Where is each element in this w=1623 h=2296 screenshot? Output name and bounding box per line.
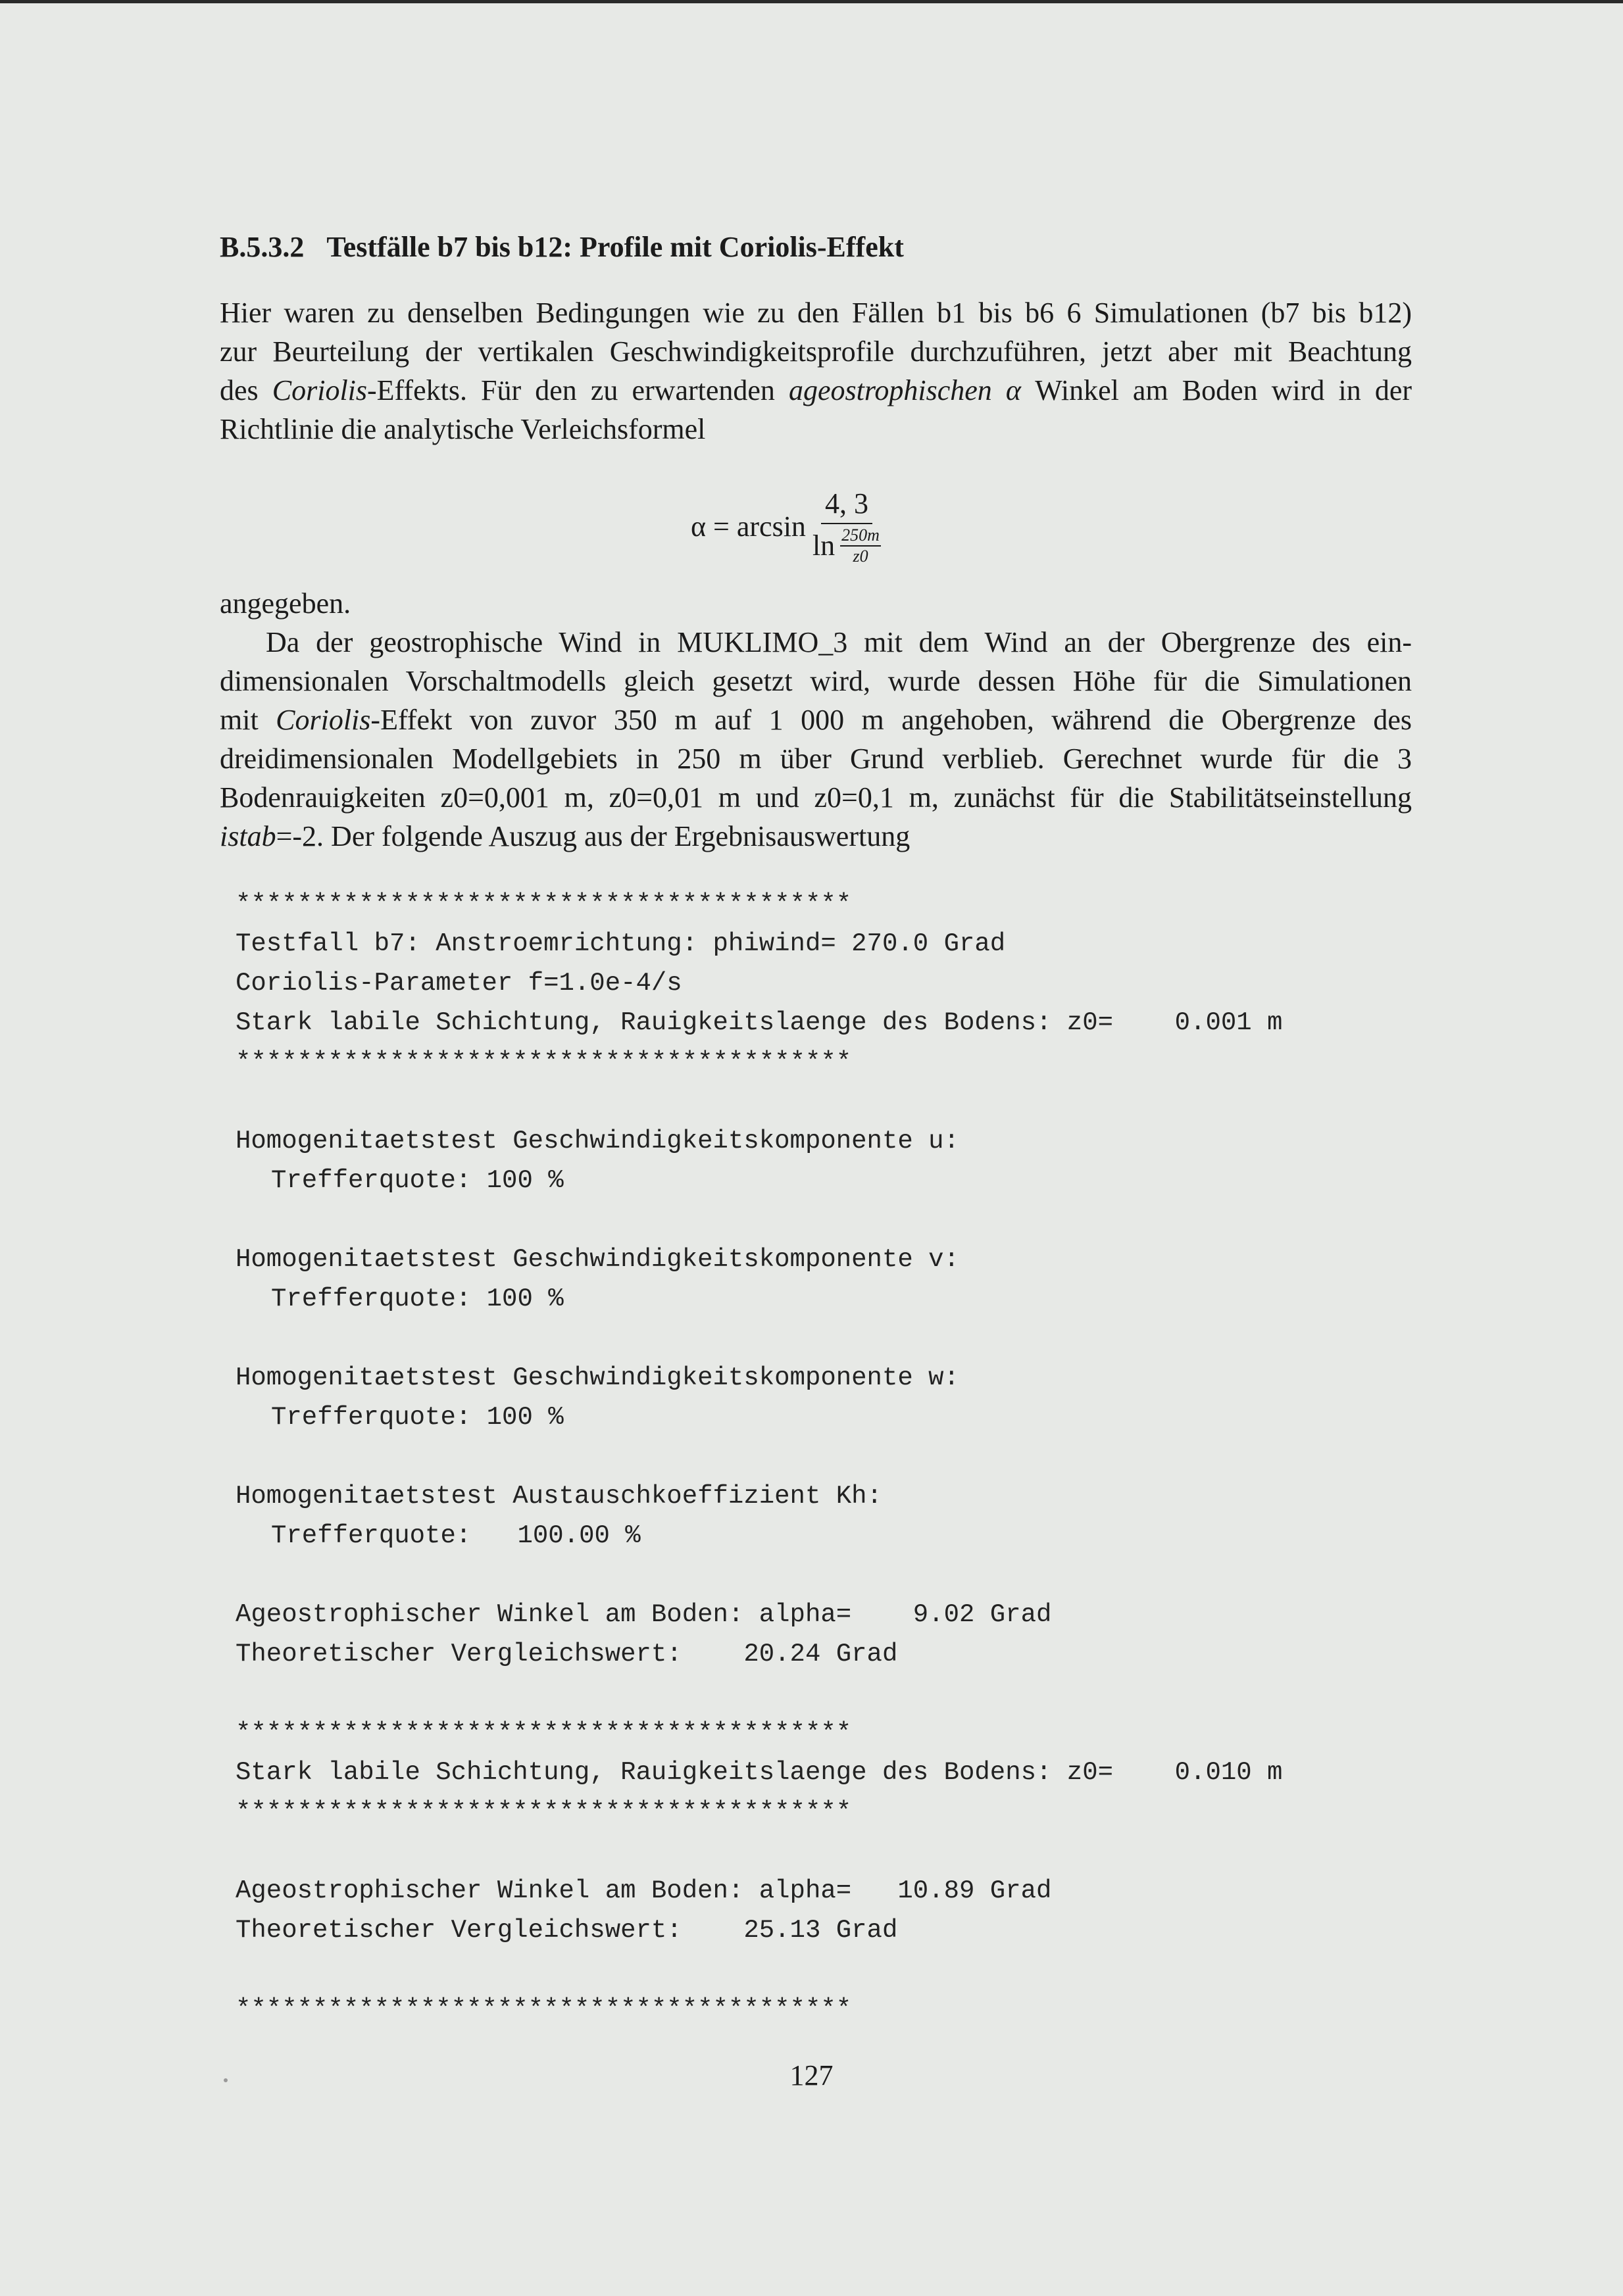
- formula-lhs: α = arcsin: [691, 510, 806, 543]
- testfall-line: Testfall b7: Anstroemrichtung: phiwind= 270.0 Grad: [236, 929, 1006, 958]
- treffer-v-line: Trefferquote: 100 %: [271, 1284, 564, 1313]
- text-line: Bodenrauigkeiten z0=0,001 m, z0=0,01 m und z0=0,1 m, zunächst für die Stabilitätseinstellung: [220, 781, 1412, 814]
- paragraph-angegeben: [220, 584, 1412, 623]
- text-line: Hier waren zu denselben Bedingungen wie zu den Fällen b1 bis b6 6 Simulationen (b7 bis b12): [220, 297, 1412, 329]
- theo-value-line: Theoretischer Vergleichswert: 25.13 Grad: [236, 1916, 898, 1945]
- istab-term: istab: [220, 820, 276, 852]
- alpha-formula: [691, 483, 881, 569]
- coriolis-term: Coriolis: [276, 704, 371, 736]
- section-title: Testfälle b7 bis b12: Profile mit Coriolis-Effekt: [326, 231, 904, 263]
- text-line: zur Beurteilung der vertikalen Geschwindigkeitsprofile durchzuführen, jetzt aber mit Beachtung: [220, 335, 1412, 368]
- scan-top-border: [0, 0, 1623, 3]
- separator-stars: ****************************************: [236, 1797, 852, 1826]
- text-line: istab=-2. Der folgende Auszug aus der Ergebnisauswertung: [220, 820, 911, 852]
- separator-stars: ****************************************: [236, 890, 852, 919]
- homog-u-line: Homogenitaetstest Geschwindigkeitskomponente u:: [236, 1127, 959, 1156]
- section-heading: [220, 230, 904, 264]
- text-line: dimensionalen Vorschaltmodells gleich gesetzt wird, wurde dessen Höhe für die Simulationen: [220, 665, 1412, 697]
- text-line: mit Coriolis-Effekt von zuvor 350 m auf 1 000 m angehoben, während die Obergrenze des: [220, 704, 1412, 736]
- formula-inner-denominator: z0: [853, 546, 868, 566]
- separator-stars: ****************************************: [236, 1048, 852, 1077]
- homog-w-line: Homogenitaetstest Geschwindigkeitskomponente w:: [236, 1363, 959, 1392]
- treffer-u-line: Trefferquote: 100 %: [271, 1166, 564, 1195]
- treffer-w-line: Trefferquote: 100 %: [271, 1403, 564, 1432]
- ageo-angle-line: Ageostrophischer Winkel am Boden: alpha= 9.02 Grad: [236, 1600, 1052, 1629]
- formula-inner-numerator: 250m: [840, 525, 881, 547]
- formula-denominator: [812, 524, 881, 566]
- formula-fraction: [812, 487, 881, 566]
- text-line: Da der geostrophische Wind in MUKLIMO_3 mit dem Wind an der Obergrenze des ein-: [266, 626, 1412, 658]
- formula-ln: ln: [812, 529, 836, 562]
- formula-inner-fraction: [840, 525, 881, 566]
- theo-value-line: Theoretischer Vergleichswert: 20.24 Grad: [236, 1640, 898, 1669]
- formula-numerator: 4, 3: [821, 487, 872, 524]
- separator-stars: ****************************************: [236, 1719, 852, 1747]
- treffer-kh-line: Trefferquote: 100.00 %: [271, 1521, 641, 1550]
- schichtung-line: Stark labile Schichtung, Rauigkeitslaenge des Bodens: z0= 0.001 m: [236, 1008, 1283, 1037]
- separator-stars: ****************************************: [236, 1995, 852, 2024]
- result-listing: [236, 885, 1459, 2029]
- schichtung-line: Stark labile Schichtung, Rauigkeitslaenge des Bodens: z0= 0.010 m: [236, 1758, 1283, 1787]
- text-line: des Coriolis-Effekts. Für den zu erwartenden ageostrophischen α Winkel am Boden wird in der: [220, 374, 1412, 406]
- paragraph-main: [220, 623, 1412, 856]
- homog-kh-line: Homogenitaetstest Austauschkoeffizient Kh:: [236, 1482, 882, 1511]
- coriolis-param-line: Coriolis-Parameter f=1.0e-4/s: [236, 969, 682, 998]
- ageostrophic-term: ageostrophischen α: [789, 374, 1021, 406]
- homog-v-line: Homogenitaetstest Geschwindigkeitskomponente v:: [236, 1245, 959, 1274]
- page-number: 127: [789, 2059, 834, 2091]
- paragraph-intro: [220, 293, 1412, 449]
- ageo-angle-line: Ageostrophischer Winkel am Boden: alpha= 10.89 Grad: [236, 1876, 1052, 1905]
- section-number: B.5.3.2: [220, 231, 305, 263]
- text-line: Richtlinie die analytische Verleichsformel: [220, 413, 706, 445]
- coriolis-term: Coriolis: [272, 374, 368, 406]
- text-line: angegeben.: [220, 587, 351, 620]
- text-line: dreidimensionalen Modellgebiets in 250 m über Grund verblieb. Gerechnet wurde für die 3: [220, 743, 1412, 775]
